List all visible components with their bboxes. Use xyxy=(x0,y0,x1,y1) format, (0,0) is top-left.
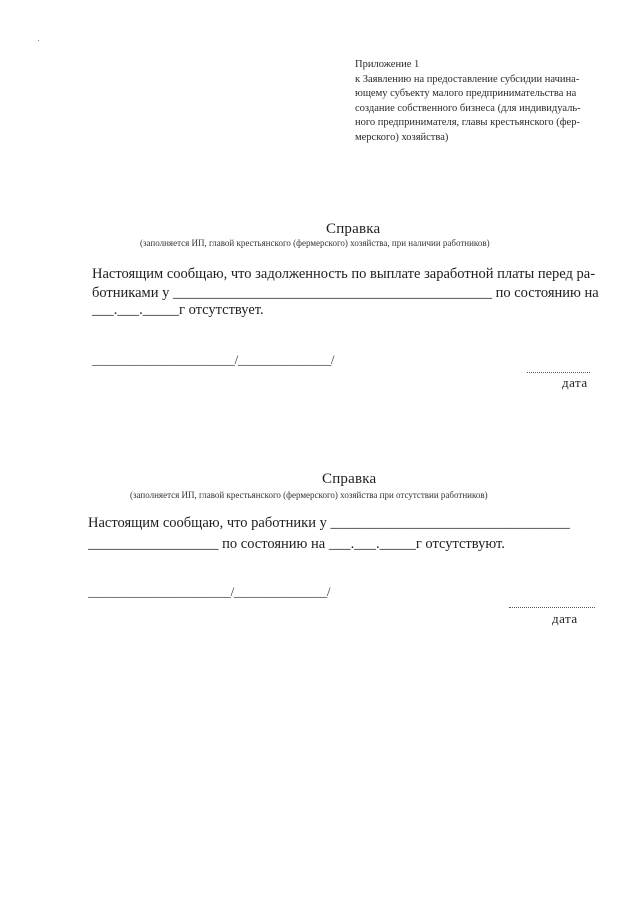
certificate-1-text-line-1: Настоящим сообщаю, что задолженность по выплате заработной платы перед ра- xyxy=(92,266,596,282)
annex-header xyxy=(355,58,581,146)
certificate-2-text-line-2: __________________ по состоянию на ___.___._____г отсутствуют. xyxy=(88,536,505,552)
certificate-1-title: Справка xyxy=(326,221,381,237)
annex-line: ного предпринимателя, главы крестьянского (фер- xyxy=(355,117,580,129)
annex-line: к Заявлению на предоставление субсидии начина- xyxy=(355,73,580,85)
scan-speck xyxy=(38,40,39,41)
certificate-1-date-line xyxy=(527,372,590,373)
certificate-2-title: Справка xyxy=(322,471,377,487)
annex-line: ющему субъекту малого предпринимательства на xyxy=(355,88,577,100)
certificate-2-date-label: дата xyxy=(552,611,578,626)
certificate-1-subtitle: (заполняется ИП, главой крестьянского (фермерского) хозяйства, при наличии работников) xyxy=(140,238,490,248)
certificate-1-text-line-3: ___.___._____г отсутствует. xyxy=(92,302,264,318)
annex-line: создание собственного бизнеса (для индивидуаль- xyxy=(355,102,581,114)
annex-title: Приложение 1 xyxy=(355,59,420,70)
certificate-2-text-line-1: Настоящим сообщаю, что работники у _________________________________ xyxy=(88,515,570,531)
certificate-1-signature-line: _______________________/_______________/ xyxy=(92,352,335,367)
certificate-1-text-line-2: ботниками у ____________________________________________ по состоянию на xyxy=(92,285,599,301)
certificate-2-signature-line: _______________________/_______________/ xyxy=(88,584,331,599)
annex-line: мерского) хозяйства) xyxy=(355,131,449,143)
certificate-2-subtitle: (заполняется ИП, главой крестьянского (фермерского) хозяйства при отсутствии работников) xyxy=(130,490,488,500)
certificate-1-date-label: дата xyxy=(562,375,588,390)
certificate-2-date-line xyxy=(509,607,595,608)
